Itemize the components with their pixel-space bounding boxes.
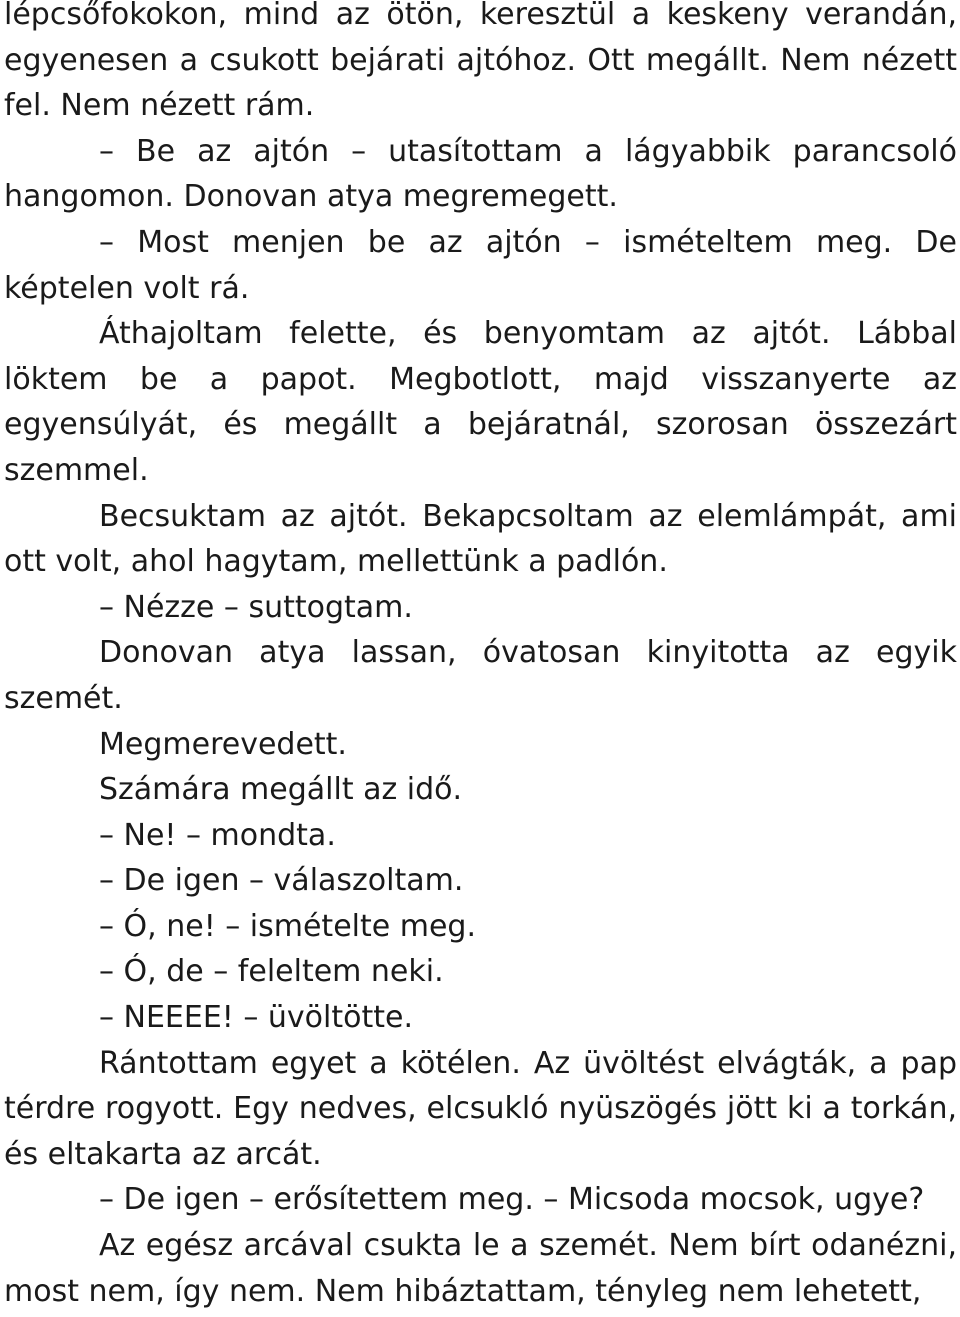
paragraph-12: – Ó, ne! – ismételte meg. xyxy=(99,908,477,944)
paragraph-6: – Nézze – suttogtam. xyxy=(99,589,413,625)
paragraph-11: – De igen – válaszoltam. xyxy=(99,863,464,899)
paragraph-14: – NEEEE! – üvöltötte. xyxy=(99,1000,413,1036)
paragraph-15: Rántottam egyet a kötélen. Az üvöltést elvágták, a pap térdre rogyott. Egy nedves, elcsukló nyüszögés jött ki a torkán, és eltakarta az arcát. xyxy=(4,1045,957,1172)
paragraph-7: Donovan atya lassan, óvatosan kinyitotta az egyik szemét. xyxy=(4,635,957,716)
paragraph-17: Az egész arcával csukta le a szemét. Nem bírt odanézni, most nem, így nem. Nem hibáztattam, tényleg nem lehetett, xyxy=(4,1228,957,1309)
paragraph-10: – Ne! – mondta. xyxy=(99,817,336,853)
paragraph-3: – Most menjen be az ajtón – ismételtem meg. De képtelen volt rá. xyxy=(4,224,957,306)
paragraph-13: – Ó, de – feleltem neki. xyxy=(99,954,444,990)
paragraph-2: – Be az ajtón – utasítottam a lágyabbik parancsoló hangomon. Donovan atya megremegett. xyxy=(4,133,957,215)
paragraph-9: Számára megállt az idő. xyxy=(99,772,463,808)
paragraph-1: lépcsőfokokon, mind az ötön, keresztül a keskeny verandán, egyenesen a csukott bejárati ajtóhoz. Ott megállt. Nem nézett fel. Nem nézett rám. xyxy=(4,0,957,124)
paragraph-16: – De igen – erősítettem meg. – Micsoda mocsok, ugye? xyxy=(99,1182,925,1218)
paragraph-5: Becsuktam az ajtót. Bekapcsoltam az elemlámpát, ami ott volt, ahol hagytam, mellettünk a padlón. xyxy=(4,498,957,580)
paragraph-4: Áthajoltam felette, és benyomtam az ajtót. Lábbal löktem be a papot. Megbotlott, majd visszanyerte az egyensúlyát, és megállt a bejáratnál, szorosan összezárt szemmel. xyxy=(4,316,957,488)
paragraph-8: Megmerevedett. xyxy=(99,726,347,762)
